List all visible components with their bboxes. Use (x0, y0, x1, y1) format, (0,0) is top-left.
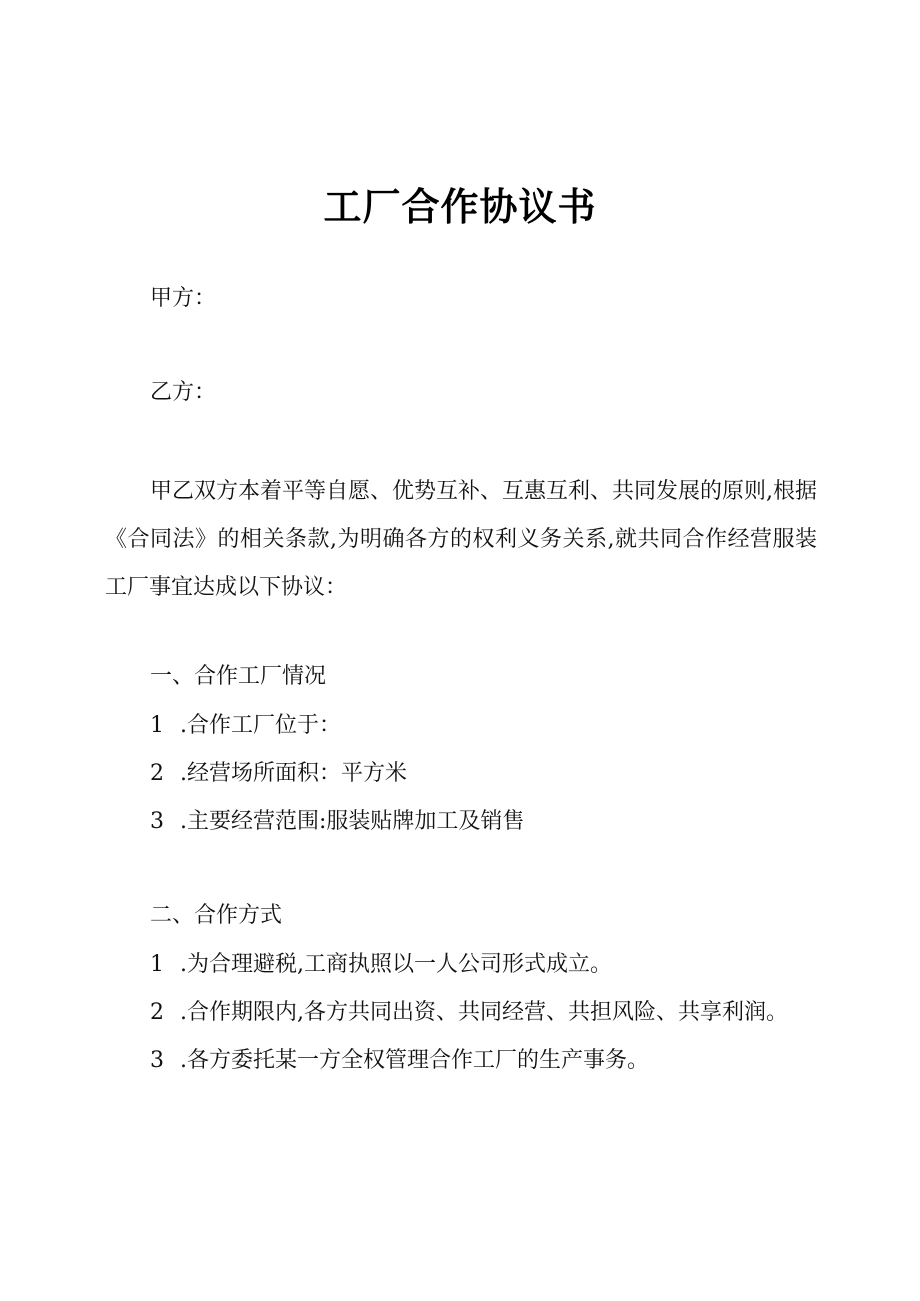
preamble-paragraph: 甲乙双方本着平等自愿、优势互补、互惠互利、共同发展的原则,根据《合同法》的相关条款,为明确各方的权利义务关系,就共同合作经营服装工厂事宜达成以下协议： (105, 479, 817, 600)
item-text: .合作期限内,各方共同出资、共同经营、共担风险、共享利润。 (180, 1000, 788, 1025)
item-text: .为合理避税,工商执照以一人公司形式成立。 (180, 952, 612, 977)
document-title: 工厂合作协议书 (323, 185, 597, 229)
item-text: .经营场所面积：平方米 (180, 761, 407, 786)
party-b-label: 乙方： (150, 380, 217, 405)
item-text: .主要经营范围:服装贴牌加工及销售 (180, 809, 525, 834)
party-a-label: 甲方： (150, 286, 217, 311)
item-number: 1 (150, 952, 164, 977)
item-text: .各方委托某一方全权管理合作工厂的生产事务。 (180, 1048, 649, 1073)
section-1-item-3 (150, 807, 524, 837)
item-text: .合作工厂位于： (180, 713, 341, 738)
section-2-heading: 二、合作方式 (150, 903, 283, 928)
item-number: 3 (150, 1048, 164, 1073)
item-number: 3 (150, 809, 164, 834)
section-1-item-2 (150, 759, 407, 789)
section-1-heading: 一、合作工厂情况 (150, 664, 327, 689)
section-1-item-1 (150, 711, 341, 741)
section-2-item-3 (150, 1046, 649, 1076)
section-2-item-1 (150, 950, 612, 980)
item-number: 1 (150, 713, 164, 738)
section-2-item-2 (150, 998, 788, 1028)
item-number: 2 (150, 1000, 164, 1025)
item-number: 2 (150, 761, 164, 786)
